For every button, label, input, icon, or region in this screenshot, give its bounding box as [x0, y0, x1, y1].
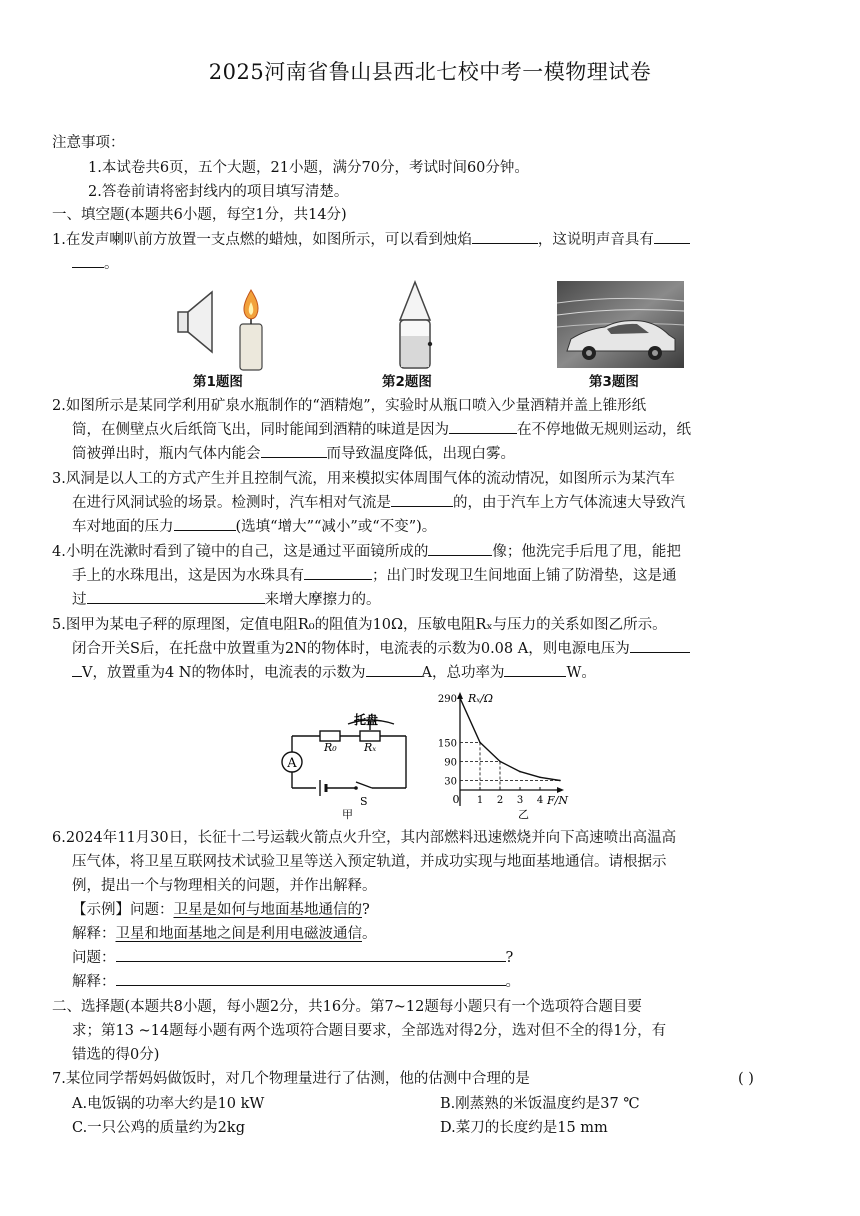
curve-point	[499, 761, 501, 763]
q6-question-row: 问题： ?	[72, 947, 513, 969]
notice-heading: 注意事项：	[52, 135, 125, 151]
q7-option-a[interactable]: A.电饭锅的功率大约是10 kW	[72, 1096, 265, 1112]
answer-blank[interactable]	[472, 229, 538, 244]
tray-label: 托盘	[354, 713, 379, 727]
answer-blank[interactable]	[87, 589, 265, 604]
speaker-icon	[178, 292, 212, 352]
y-tick-label: 90	[444, 757, 457, 769]
figure-1-caption: 第1题图	[193, 374, 243, 390]
section2-heading-line-1: 二、选择题(本题共8小题，每小题2分，共16分。第7~12题每小题只有一个选项符合题目要	[52, 999, 642, 1015]
curve-point	[519, 771, 521, 773]
answer-blank[interactable]	[428, 541, 492, 556]
q1-line-1: 1.在发声喇叭前方放置一支点燃的蜡烛，如图所示，可以看到烛焰 ，这说明声音具有	[52, 229, 690, 251]
q2-line-3: 筒被弹出时，瓶内气体内能会 而导致温度降低，出现白雾。	[72, 443, 515, 465]
section2-heading-line-3: 错选的得0分)	[72, 1047, 160, 1063]
figure-3-caption: 第3题图	[589, 374, 639, 390]
candle-icon	[240, 290, 262, 370]
q2-line-1: 2.如图所示是某同学利用矿泉水瓶制作的“酒精炮”，实验时从瓶口喷入少量酒精并盖上锥形纸	[52, 398, 647, 414]
x-tick-label: 2	[496, 795, 504, 806]
curve-point	[539, 777, 541, 779]
answer-blank[interactable]	[654, 229, 690, 244]
graph-caption: 乙	[518, 808, 529, 821]
q5-line-3: V，放置重为4 N的物体时，电流表的示数为 A，总功率为 W。	[72, 662, 596, 684]
q7-option-b[interactable]: B.刚蒸熟的米饭温度约是37 ℃	[440, 1096, 640, 1112]
rx-force-graph	[432, 688, 582, 824]
notice-item-1: 1.本试卷共6页，五个大题，21小题，满分70分，考试时间60分钟。	[88, 160, 529, 176]
figure-1-speaker-candle	[172, 280, 292, 372]
answer-blank[interactable]	[504, 662, 566, 677]
q3-line-2: 在进行风洞试验的场景。检测时，汽车相对气流是 的，由于汽车上方气体流速大导致汽	[72, 492, 685, 514]
q6-line-3: 例，提出一个与物理相关的问题，并作出解释。	[72, 878, 377, 894]
y-tick-label: 150	[437, 738, 457, 750]
answer-blank[interactable]	[366, 662, 422, 677]
r0-label: R₀	[324, 741, 337, 754]
answer-blank[interactable]	[72, 662, 82, 677]
q3-line-3: 车对地面的压力 (选填“增大”“减小”或“不变”)。	[72, 516, 436, 538]
q4-line-3: 过 来增大摩擦力的。	[72, 589, 381, 611]
bottle-icon	[400, 320, 432, 368]
answer-blank[interactable]	[174, 516, 236, 531]
q6-explanation-row: 解释： 。	[72, 971, 520, 993]
q3-line-1: 3.风洞是以人工的方式产生并且控制气流，用来模拟实体周围气体的流动情况，如图所示为某汽车	[52, 471, 675, 487]
q7-answer-paren[interactable]: ( )	[738, 1071, 754, 1087]
y-tick-label: 30	[444, 776, 457, 788]
q5-line-1: 5.图甲为某电子秤的原理图，定值电阻R₀的阻值为10Ω，压敏电阻Rₓ与压力的关系如图乙所示。	[52, 617, 667, 633]
q4-line-1: 4.小明在洗漱时看到了镜中的自己，这是通过平面镜所成的 像；他洗完手后甩了甩，能把	[52, 541, 681, 563]
circuit-diagram	[276, 712, 422, 822]
q5-line-2: 闭合开关S后，在托盘中放置重为2N的物体时，电流表的示数为0.08 A，则电源电压为	[72, 638, 690, 660]
section2-heading-line-2: 求；第13 ~14题每小题有两个选项符合题目要求，全部选对得2分，选对但不全的得1分，有	[72, 1023, 667, 1039]
q7-option-c[interactable]: C.一只公鸡的质量约为2kg	[72, 1120, 245, 1136]
q7-option-d[interactable]: D.菜刀的长度约是15 mm	[440, 1120, 608, 1136]
answer-blank[interactable]	[630, 638, 690, 653]
answer-blank[interactable]	[72, 253, 104, 268]
y-tick-label: 290	[437, 694, 457, 705]
answer-blank[interactable]	[304, 565, 372, 580]
graph-ylabel: Rₓ/Ω	[468, 692, 494, 705]
curve-point	[479, 742, 481, 744]
q1-line-2: 。	[72, 253, 119, 275]
rx-label: Rₓ	[364, 741, 377, 754]
graph-xlabel: F/N	[547, 794, 568, 807]
switch-label: S	[360, 795, 368, 808]
section1-heading: 一、填空题(本题共6小题，每空1分，共14分)	[52, 207, 347, 223]
resistor-rx	[360, 731, 380, 741]
resistor-r0	[320, 731, 340, 741]
explanation-blank[interactable]	[116, 971, 506, 986]
answer-blank[interactable]	[449, 419, 517, 434]
rx-curve	[460, 698, 560, 781]
answer-blank[interactable]	[261, 443, 327, 458]
q6-example-question: 【示例】问题：卫星是如何与地面基地通信的?	[72, 902, 370, 918]
q7-stem: 7.某位同学帮妈妈做饭时，对几个物理量进行了估测，他的估测中合理的是	[52, 1071, 530, 1087]
q2-line-2: 筒，在侧壁点火后纸筒飞出，同时能闻到酒精的味道是因为 在不停地做无规则运动，纸	[72, 419, 691, 441]
page-title: 2025河南省鲁山县西北七校中考一模物理试卷	[208, 60, 652, 84]
graph-axes	[457, 692, 564, 806]
circuit-caption: 甲	[342, 808, 353, 821]
switch-icon	[354, 786, 358, 790]
q6-line-2: 压气体，将卫星互联网技术试验卫星等送入预定轨道，并成功实现与地面基地通信。请根据示	[72, 854, 667, 870]
figure-3-wind-tunnel-photo	[557, 281, 684, 368]
x-tick-label: 1	[476, 795, 484, 806]
graph-origin: 0	[452, 793, 460, 806]
q4-line-2: 手上的水珠甩出，这是因为水珠具有 ；出门时发现卫生间地面上铺了防滑垫，这是通	[72, 565, 677, 587]
ammeter-label: A	[287, 756, 297, 771]
answer-blank[interactable]	[391, 492, 453, 507]
curve-point	[559, 780, 561, 782]
figure-2-alcohol-cannon	[380, 278, 450, 372]
curve-point	[459, 697, 461, 699]
q6-example-answer: 解释：卫星和地面基地之间是利用电磁波通信。	[72, 926, 377, 942]
x-tick-label: 3	[516, 795, 524, 806]
question-blank[interactable]	[116, 947, 506, 962]
notice-item-2: 2.答卷前请将密封线内的项目填写清楚。	[88, 184, 349, 200]
figure-2-caption: 第2题图	[382, 374, 432, 390]
x-tick-label: 4	[536, 795, 544, 806]
q6-line-1: 6.2024年11月30日，长征十二号运载火箭点火升空，其内部燃料迅速燃烧并向下高速喷出高温高	[52, 830, 677, 846]
cone-icon	[400, 282, 430, 320]
battery-icon	[320, 780, 326, 796]
